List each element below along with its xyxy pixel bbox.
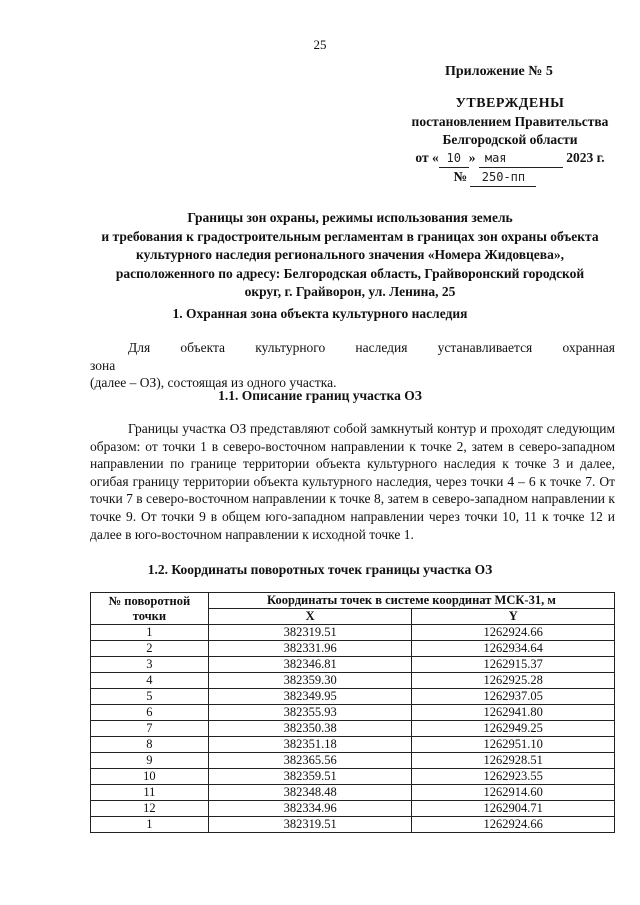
cell-x: 382319.51 xyxy=(208,817,412,833)
table-row xyxy=(91,785,615,801)
cell-y: 1262925.28 xyxy=(412,673,615,689)
table-row xyxy=(91,737,615,753)
cell-x: 382348.48 xyxy=(208,785,412,801)
title-line: округ, г. Грайворон, ул. Ленина, 25 xyxy=(244,284,456,299)
section-1-heading: 1. Охранная зона объекта культурного наследия xyxy=(172,306,468,321)
cell-y: 1262904.71 xyxy=(412,801,615,817)
cell-point: 9 xyxy=(91,753,209,769)
cell-x: 382331.96 xyxy=(208,641,412,657)
cell-y: 1262924.66 xyxy=(412,817,615,833)
cell-point: 5 xyxy=(91,689,209,705)
cell-point: 8 xyxy=(91,737,209,753)
table-row xyxy=(91,689,615,705)
cell-point: 1 xyxy=(91,625,209,641)
cell-x: 382349.95 xyxy=(208,689,412,705)
approval-date xyxy=(380,149,640,168)
header-point-number: № поворотной точки xyxy=(91,593,209,625)
table-row xyxy=(91,753,615,769)
cell-point: 4 xyxy=(91,673,209,689)
header-x: X xyxy=(208,609,412,625)
cell-x: 382355.93 xyxy=(208,705,412,721)
document-title xyxy=(60,209,640,302)
approval-line-1: постановлением Правительства xyxy=(411,114,609,129)
date-month: мая xyxy=(479,149,563,168)
cell-x: 382319.51 xyxy=(208,625,412,641)
cell-x: 382334.96 xyxy=(208,801,412,817)
cell-x: 382350.38 xyxy=(208,721,412,737)
cell-y: 1262934.64 xyxy=(412,641,615,657)
cell-y: 1262924.66 xyxy=(412,625,615,641)
approval-block xyxy=(380,95,640,187)
cell-y: 1262915.37 xyxy=(412,657,615,673)
cell-y: 1262949.25 xyxy=(412,721,615,737)
title-line: и требования к градостроительным регламентам в границах зон охраны объекта xyxy=(101,228,599,244)
table-row xyxy=(91,705,615,721)
title-line: Границы зон охраны, режимы использования земель xyxy=(187,210,513,225)
approval-number xyxy=(380,168,640,187)
cell-point: 12 xyxy=(91,801,209,817)
cell-y: 1262937.05 xyxy=(412,689,615,705)
title-line: расположенного по адресу: Белгородская область, Грайворонский городской xyxy=(115,265,585,281)
approval-line-2: Белгородской области xyxy=(442,132,578,147)
date-prefix: от « xyxy=(415,150,439,165)
cell-point: 6 xyxy=(91,705,209,721)
table-row xyxy=(91,625,615,641)
title-line: культурного наследия регионального значения «Номера Жидовцева», xyxy=(136,247,564,262)
appendix-label: Приложение № 5 xyxy=(445,64,553,79)
page-number: 25 xyxy=(313,37,327,52)
section-1-paragraph xyxy=(90,339,615,392)
section-1-1-heading: 1.1. Описание границ участка ОЗ xyxy=(218,388,422,403)
date-mid: » xyxy=(468,150,476,165)
cell-y: 1262928.51 xyxy=(412,753,615,769)
table-row xyxy=(91,673,615,689)
cell-y: 1262923.55 xyxy=(412,769,615,785)
cell-point: 3 xyxy=(91,657,209,673)
cell-y: 1262941.80 xyxy=(412,705,615,721)
section-1-line-1: Для объекта культурного наследия устанавливается охранная зона xyxy=(90,340,615,373)
decree-number: 250-пп xyxy=(470,168,536,187)
date-year: 2023 г. xyxy=(566,150,605,165)
cell-y: 1262914.60 xyxy=(412,785,615,801)
section-1-1-paragraph: Границы участка ОЗ представляют собой замкнутый контур и проходят следующим образом: от точки 1 в северо-восточном направлении к точке 2, затем в северо-западном направлении по границе территории объекта культурного наследия к точке 3 и далее, огибая границу территории объекта культурного наследия, через точки 4 – 6 к точке 7. От точки 7 в северо-восточном направлении к точке 8, затем в северо-западном направлении к точке 9. От точки 9 в общем юго-западном направлении через точки 10, 11 к точке 12 и далее в юго-восточном направлении к исходной точке 1. xyxy=(90,421,615,542)
cell-point: 7 xyxy=(91,721,209,737)
cell-x: 382365.56 xyxy=(208,753,412,769)
cell-x: 382359.51 xyxy=(208,769,412,785)
table-row xyxy=(91,769,615,785)
table-row xyxy=(91,721,615,737)
cell-x: 382359.30 xyxy=(208,673,412,689)
date-day: 10 xyxy=(439,149,469,168)
table-row xyxy=(91,801,615,817)
header-coordinates: Координаты точек в системе координат МСК-31, м xyxy=(208,593,614,609)
table-row xyxy=(91,641,615,657)
cell-point: 11 xyxy=(91,785,209,801)
section-1-line-2: (далее – ОЗ), состоящая из одного участка. xyxy=(90,375,337,391)
coordinates-table xyxy=(90,592,615,833)
section-1-2-heading: 1.2. Координаты поворотных точек границы участка ОЗ xyxy=(147,562,493,577)
cell-point: 10 xyxy=(91,769,209,785)
approval-heading: УТВЕРЖДЕНЫ xyxy=(455,96,565,111)
cell-point: 1 xyxy=(91,817,209,833)
header-y: Y xyxy=(412,609,615,625)
cell-point: 2 xyxy=(91,641,209,657)
cell-x: 382351.18 xyxy=(208,737,412,753)
cell-x: 382346.81 xyxy=(208,657,412,673)
table-row xyxy=(91,657,615,673)
number-prefix: № xyxy=(453,169,468,184)
table-row xyxy=(91,817,615,833)
cell-y: 1262951.10 xyxy=(412,737,615,753)
